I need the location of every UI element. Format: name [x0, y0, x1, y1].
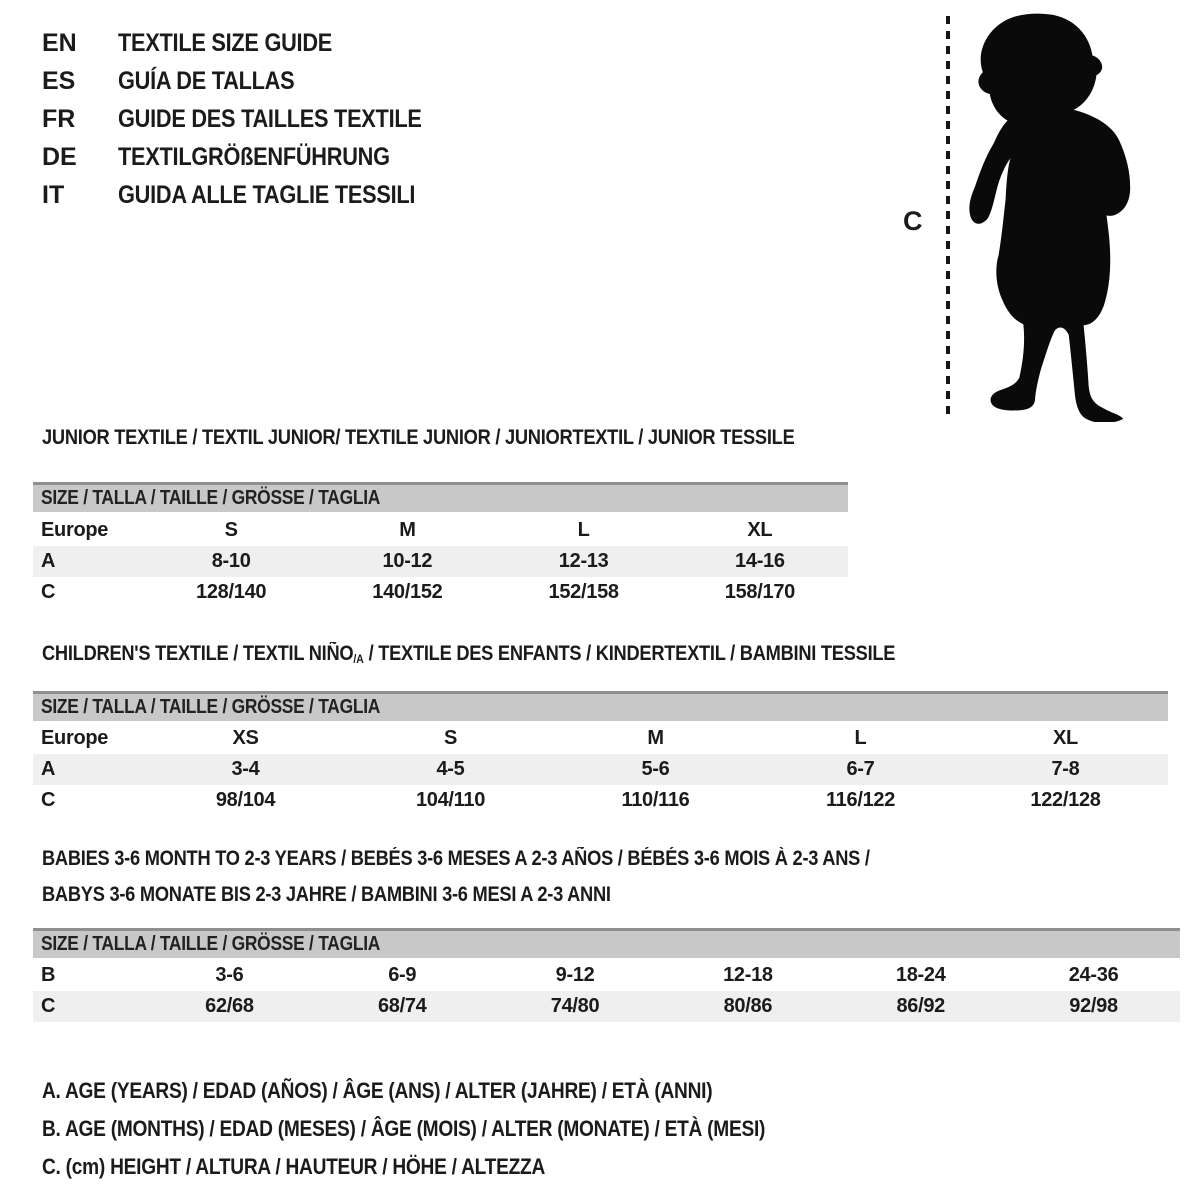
legend-line-c: C. (cm) HEIGHT / ALTURA / HAUTEUR / HÖHE / ALTEZZA	[42, 1154, 546, 1179]
language-title: TEXTILGRÖßENFÜHRUNG	[118, 143, 390, 171]
value-cell: 6-9	[388, 964, 417, 986]
table-row-c	[33, 577, 848, 608]
table-row-c	[33, 785, 1168, 816]
row-label: B	[41, 964, 56, 986]
row-label: C	[41, 581, 56, 603]
language-title: TEXTILE SIZE GUIDE	[118, 29, 333, 57]
value-cell: 116/122	[825, 789, 896, 811]
value-cell: 12-18	[723, 964, 773, 986]
size-cell: L	[854, 727, 867, 749]
value-cell: 74/80	[489, 991, 662, 1022]
value-cell: 128/140	[196, 581, 267, 603]
size-cell: M	[647, 727, 664, 749]
section-title-children: CHILDREN'S TEXTILE / TEXTIL NIÑO/A / TEXTILE DES ENFANTS / KINDERTEXTIL / BAMBINI TESSILE	[42, 642, 896, 666]
language-title-list	[42, 24, 467, 214]
value-cell: 62/68	[143, 991, 316, 1022]
value-cell: 140/152	[372, 581, 443, 603]
language-row	[42, 24, 467, 62]
row-label: C	[41, 789, 56, 811]
legend-line-a: A. AGE (YEARS) / EDAD (AÑOS) / ÂGE (ANS) / ALTER (JAHRE) / ETÀ (ANNI)	[42, 1078, 713, 1103]
nino-a-subscript: /A	[353, 652, 364, 666]
row-label: A	[33, 546, 143, 577]
value-cell: 8-10	[143, 546, 319, 577]
size-cell: S	[224, 519, 238, 541]
value-cell: 14-16	[672, 546, 848, 577]
language-row	[42, 62, 467, 100]
size-cell: XL	[747, 519, 773, 541]
value-cell: 158/170	[724, 581, 795, 603]
value-cell: 18-24	[895, 964, 946, 986]
language-title: GUIDA ALLE TAGLIE TESSILI	[118, 181, 416, 209]
legend	[42, 1072, 873, 1186]
row-label: Europe	[41, 727, 109, 749]
size-cell: L	[577, 519, 590, 541]
children-size-table	[33, 723, 1168, 816]
language-code: EN	[42, 29, 77, 57]
value-cell: 10-12	[319, 546, 495, 577]
height-measure-dashed-line	[946, 16, 950, 420]
size-header-bar: SIZE / TALLA / TAILLE / GRÖSSE / TAGLIA	[33, 928, 1180, 958]
value-cell: 7-8	[963, 754, 1168, 785]
value-cell: 80/86	[661, 991, 834, 1022]
value-cell: 68/74	[316, 991, 489, 1022]
value-cell: 3-4	[143, 754, 348, 785]
value-cell: 24-36	[1068, 964, 1119, 986]
toddler-silhouette	[962, 12, 1138, 422]
size-cell: S	[443, 727, 458, 749]
table-row-b	[33, 960, 1180, 991]
value-cell: 122/128	[1030, 789, 1101, 811]
section-title-babies-line1: BABIES 3-6 MONTH TO 2-3 YEARS / BEBÉS 3-6 MESES A 2-3 AÑOS / BÉBÉS 3-6 MOIS À 2-3 ANS /	[42, 847, 870, 870]
value-cell: 152/158	[548, 581, 619, 603]
value-cell: 4-5	[348, 754, 553, 785]
language-code: IT	[42, 181, 65, 209]
language-code: ES	[42, 67, 76, 95]
table-row-c	[33, 991, 1180, 1022]
legend-line-b: B. AGE (MONTHS) / EDAD (MESES) / ÂGE (MOIS) / ALTER (MONATE) / ETÀ (MESI)	[42, 1116, 766, 1141]
row-label: C	[33, 991, 143, 1022]
value-cell: 98/104	[215, 789, 276, 811]
value-cell: 110/116	[621, 789, 690, 811]
language-row	[42, 176, 467, 214]
language-row	[42, 100, 467, 138]
size-cell: XS	[232, 727, 259, 749]
language-code: DE	[42, 143, 77, 171]
table-row-sizes	[33, 515, 848, 546]
section-title-babies-line2: BABYS 3-6 MONATE BIS 2-3 JAHRE / BAMBINI 3-6 MESI A 2-3 ANNI	[42, 883, 611, 906]
babies-size-table	[33, 960, 1180, 1022]
table-row-a	[33, 754, 1168, 785]
value-cell: 104/110	[415, 789, 486, 811]
section-title-junior: JUNIOR TEXTILE / TEXTIL JUNIOR/ TEXTILE JUNIOR / JUNIORTEXTIL / JUNIOR TESSILE	[42, 426, 795, 449]
size-header-bar: SIZE / TALLA / TAILLE / GRÖSSE / TAGLIA	[33, 482, 848, 512]
size-cell: XL	[1053, 727, 1078, 749]
row-label: A	[33, 754, 143, 785]
value-cell: 92/98	[1007, 991, 1180, 1022]
height-measure-label: C	[903, 206, 923, 236]
value-cell: 9-12	[555, 964, 595, 986]
row-label: Europe	[41, 519, 109, 541]
table-row-sizes	[33, 723, 1168, 754]
size-header-bar: SIZE / TALLA / TAILLE / GRÖSSE / TAGLIA	[33, 691, 1168, 721]
language-row	[42, 138, 467, 176]
value-cell: 3-6	[215, 964, 244, 986]
size-cell: M	[399, 519, 416, 541]
table-row-a	[33, 546, 848, 577]
language-code: FR	[42, 105, 76, 133]
value-cell: 86/92	[834, 991, 1007, 1022]
language-title: GUÍA DE TALLAS	[118, 67, 295, 95]
junior-size-table	[33, 515, 848, 608]
value-cell: 12-13	[496, 546, 672, 577]
value-cell: 6-7	[758, 754, 963, 785]
value-cell: 5-6	[553, 754, 758, 785]
language-title: GUIDE DES TAILLES TEXTILE	[118, 105, 422, 133]
